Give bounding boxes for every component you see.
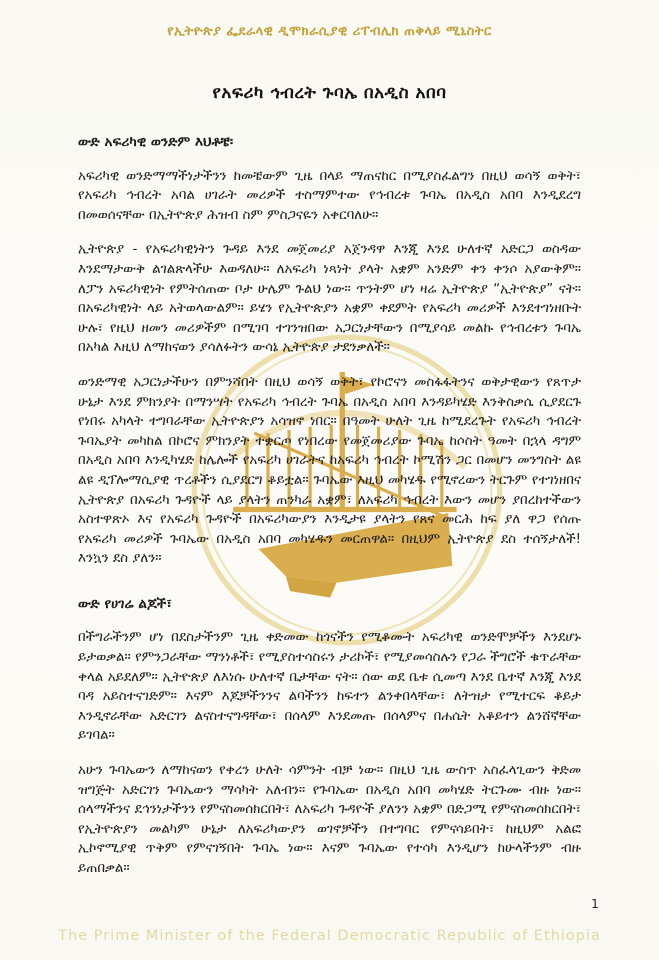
salutation-african-brothers-sisters: ውድ አፍሪካዊ ወንድም እህቶቼ፡	[78, 134, 234, 150]
header-organization-title: የኢትዮጵያ ፌደራላዊ ዲሞክራሲያዊ ሪፐብሊክ ጠቅላይ ሚኒስትር	[167, 24, 492, 39]
footer-office-name: The Prime Minister of the Federal Democratic Republic of Ethiopia	[58, 928, 601, 944]
paragraph-gratitude: አፍሪካዊ ወንድማማችነታችንን ከመቼውም ጊዜ በላይ ማጠናከር በሚያስፈልግን በዚህ ወሳኝ ወቅት፣ የአፍሪካ ኅብረት አባል ሀገራት መሪዎች ተስማምተው የኅብረቱ ጉባኤ በአዲስ አበባ እንዲደረግ በመወሰናቸው በኢትዮጵያ ሕዝብ ስም ምስጋናዬን አቀርባለሁ።	[78, 168, 581, 223]
paragraph-pan-africanism: ኢትዮጵያ - የአፍሪካዊነትን ጉዳይ እንደ መጀመሪያ አጀንዳዋ እንጂ እንደ ሁለተኛ አድርጋ ወስዳው እንደማታውቅ ልገልጽላችሁ እወዳለሁ። ለአፍሪካ ነጻነት ያላት አቋም አንድም ቀን ቀንሶ አያውቅም። ለፓን አፍሪካዊነት የምትሰጠው ቦታ ሁሌም ጉልህ ነው። ጥንትም ሆነ ዛሬ ኢትዮጵያ “ኢትዮጵያ” ናት። በአፍሪካዊነት ላይ አትወላውልም። ይሄን የኢትዮጵያን አቋም ቀደምት የአፍሪካ መሪዎች እንደተገነዘቡት ሁሉ፣ የዚህ ዘመን መሪዎችም በሚገባ ተገንዝበው አጋርነታቸውን በሚያሳይ መልኩ የኅብረቱን ጉባኤ በአካል እዚህ ለማከናወን ያሳለፉትን ውሳኔ ኢትዮጵያ ታደንቃለች።	[78, 242, 581, 356]
document-title: የአፍሪካ ኅብረት ጉባኤ በአዲስ አበባ	[212, 83, 447, 103]
paragraph-hospitality: በችግራችንም ሆነ በደስታችንም ጊዜ ቀድመው ከጎናችን የሚቆሙት አፍሪካዊ ወንድሞቻችን እንደሆኑ ይታወቃል። የምንጋራቸው ማንነቶች፣ የሚያስተሳስሩን ታሪኮች፣ የሚያመሳስሉን የጋራ ችግሮች ቁጥራቸው ቀላል አይደለም። ኢትዮጵያ ለእነሱ ሁለተኛ ቤታቸው ናት። ሰው ወደ ቤቱ ሲመጣ እንደ ቤተኛ እንጂ እንደ ባዳ አይስተናገድም። እናም እጆቻችንንና ልባችንን ከፍተን ልንቀበላቸው፣ ለትዝታ የሚተርፍ ቆይታ እንዲኖራቸው አድርገን ልናስተናግዳቸው፣ በሰላም እንደመጡ በሰላምና በሐሴት አቆይተን ልንሸኛቸው ይገባል።	[78, 630, 581, 744]
salutation-children-of-country: ውድ የሀገሬ ልጆች፣	[78, 595, 172, 612]
page-number: 1	[591, 896, 599, 911]
paragraph-two-weeks-preparation: አሁን ጉባኤውን ለማከናወን የቀረን ሁለት ሳምንት ብቻ ነው። በዚህ ጊዜ ውስጥ አስፈላጊውን ቅድመ ዝግጅት አድርገን ጉባኤውን ማሳካት አለብን። የጉባኤው በአዲስ አበባ መካሄድ ትርጉሙ ብዙ ነው። ሰላማችንና ደኅንነታችንን የምናስመሰክርበት፣ ለአፍሪካ ጉዳዮች ያለንን አቋም በድጋሚ የምናስመሰክርበት፣ የኢትዮጵያን መልካም ሁኔታ ለአፍሪካውያን ወገኖቻችን በተግባር የምናሳይበት፣ ከዚህም አልፎ ኢኮኖሚያዊ ጥቅም የምናገኝበት ጉባኤ ነው። እናም ጉባኤው የተሳካ እንዲሆን ከሁላችንም ብዙ ይጠበቃል።	[78, 763, 581, 876]
paragraph-summit-efforts: ወንድማዊ አጋርነታችሁን በምንሻበት በዚህ ወሳኝ ወቅት፣ የኮሮናን መስፋፋትንና ወቅታዊውን የጸጥታ ሁኔታ እንደ ምክንያት በማንሣት የአፍሪካ ኅብረት ጉባኤ በአዲስ አበባ እንዳይካሄድ እንቅስቃሴ ሲያደርጉ የነበሩ አካላት ተግባራቸው ኢትዮጵያን አሳዝኖ ነበር። በዓመት ሁለት ጊዜ ከሚደረጉት የአፍሪካ ኅብረት ጉባኤያት መካከል በኮሮና ምክንያት ተቋርጦ የነበረው የመጀመሪያው ጉባኤ ከሶስት ዓመት በኋላ ዳግም በአዲስ አበባ እንዲካሄድ ከሌሎች የአፍሪካ ሀገራትና ከአፍሪካ ኅብረት ኮሚሽን ጋር በመሆን መንግስት ልዩ ልዩ ዲፕሎማሲያዊ ጥረቶችን ሲያደርግ ቆይቷል። ጉባኤው እዚህ መካሄዱ የሚኖረውን ትርጉም የተገነዘበና ኢትዮጵያ በአፍሪካ ጉዳዮች ላይ ያላትን ጠንካራ አቋም፣ ለአፍሪካ ኅብረት እውን መሆን ያበረከተችውን አስተዋጽኦ እና የአፍሪካ ጉዳዮች በአፍሪካውያን እንዲታዩ ያላትን የጸና መርሕ ከፍ ያለ ዋጋ የሰጡ የአፍሪካ መሪዎች ጉባኤው በአዲስ አበባ መካሄዱን መርጠዋል። በዚህም ኢትዮጵያ ደስ ተሰኝታለች! እንኳን ደስ ያለን።	[78, 374, 581, 567]
letter-body	[78, 133, 581, 879]
